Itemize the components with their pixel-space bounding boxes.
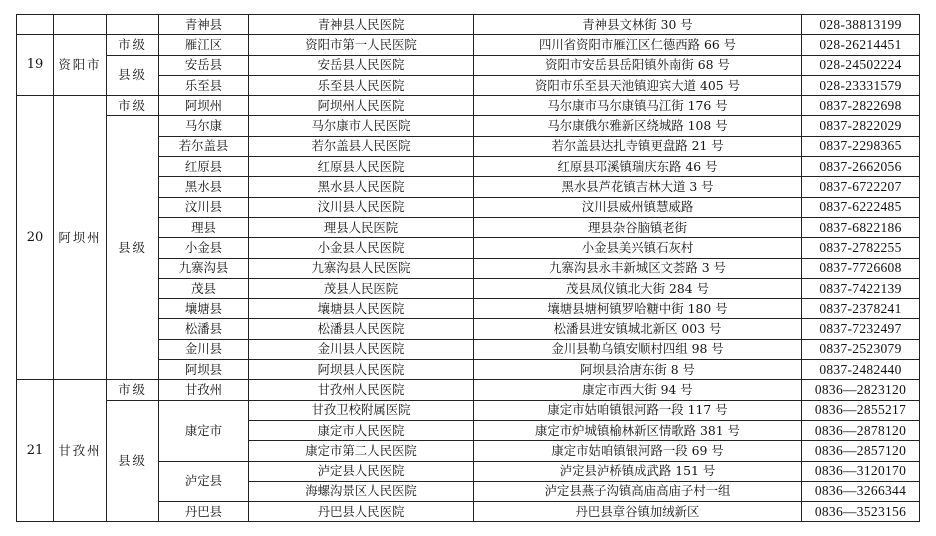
cell-address: 青神县文林街 30 号 [474, 15, 802, 35]
cell-phone: 0837-7726608 [802, 258, 920, 278]
table-row [17, 400, 920, 420]
cell-area: 丹巴县 [159, 502, 249, 522]
cell-area: 茂县 [159, 278, 249, 298]
cell-city: 阿坝州 [54, 96, 107, 380]
cell-hospital: 金川县人民医院 [249, 339, 474, 359]
cell-address: 黑水县芦花镇吉林大道 3 号 [474, 177, 802, 197]
cell-city: 资阳市 [54, 35, 107, 96]
cell-area: 雁江区 [159, 35, 249, 55]
cell-address: 理县杂谷脑镇老街 [474, 217, 802, 237]
cell-address: 红原县邛溪镇瑞庆东路 46 号 [474, 157, 802, 177]
table-row [17, 55, 920, 75]
cell-phone: 0836—2857120 [802, 441, 920, 461]
cell-hospital: 阿坝州人民医院 [249, 96, 474, 116]
cell-num: 19 [17, 35, 54, 96]
cell-area: 马尔康 [159, 116, 249, 136]
cell-area: 安岳县 [159, 55, 249, 75]
cell-phone: 0837-6222485 [802, 197, 920, 217]
cell-hospital: 泸定县人民医院 [249, 461, 474, 481]
cell-hospital: 九寨沟县人民医院 [249, 258, 474, 278]
cell-area: 汶川县 [159, 197, 249, 217]
cell-area: 理县 [159, 217, 249, 237]
cell-hospital: 资阳市第一人民医院 [249, 35, 474, 55]
table-body [17, 15, 920, 522]
cell-phone: 0837-7232497 [802, 319, 920, 339]
cell-area: 小金县 [159, 238, 249, 258]
cell-hospital: 甘孜州人民医院 [249, 380, 474, 400]
cell-phone: 0837-6722207 [802, 177, 920, 197]
cell-level: 县级 [107, 400, 159, 522]
cell-hospital: 小金县人民医院 [249, 238, 474, 258]
cell-phone: 028-38813199 [802, 15, 920, 35]
cell-phone: 0836—2823120 [802, 380, 920, 400]
cell-phone: 0837-2662056 [802, 157, 920, 177]
cell-level: 市级 [107, 96, 159, 116]
cell-area: 乐至县 [159, 75, 249, 95]
cell-hospital: 汶川县人民医院 [249, 197, 474, 217]
cell-phone: 0837-2523079 [802, 339, 920, 359]
table-row [17, 35, 920, 55]
cell-area: 红原县 [159, 157, 249, 177]
cell-hospital: 丹巴县人民医院 [249, 502, 474, 522]
cell-address: 康定市炉城镇榆林新区情歌路 381 号 [474, 420, 802, 440]
cell-address: 九寨沟县永丰新城区文荟路 3 号 [474, 258, 802, 278]
cell-area: 若尔盖县 [159, 136, 249, 156]
table-row [17, 15, 920, 35]
cell-hospital: 青神县人民医院 [249, 15, 474, 35]
cell-area: 九寨沟县 [159, 258, 249, 278]
cell-hospital: 康定市第二人民医院 [249, 441, 474, 461]
hospital-directory-table [16, 14, 920, 522]
cell-hospital: 海螺沟景区人民医院 [249, 481, 474, 501]
cell-level: 市级 [107, 380, 159, 400]
cell-hospital: 甘孜卫校附属医院 [249, 400, 474, 420]
cell-area: 阿坝县 [159, 360, 249, 380]
cell-address: 康定市姑咱镇银河路一段 69 号 [474, 441, 802, 461]
cell-num: 21 [17, 380, 54, 522]
cell-phone: 028-24502224 [802, 55, 920, 75]
table-row [17, 380, 920, 400]
cell-phone: 028-23331579 [802, 75, 920, 95]
cell-address: 资阳市乐至县天池镇迎宾大道 405 号 [474, 75, 802, 95]
cell-level [107, 15, 159, 35]
cell-address: 康定市西大街 94 号 [474, 380, 802, 400]
cell-area: 金川县 [159, 339, 249, 359]
cell-area: 阿坝州 [159, 96, 249, 116]
cell-area: 泸定县 [159, 461, 249, 502]
cell-num [17, 15, 54, 35]
cell-hospital: 阿坝县人民医院 [249, 360, 474, 380]
cell-address: 马尔康市马尔康镇马江街 176 号 [474, 96, 802, 116]
cell-city: 甘孜州 [54, 380, 107, 522]
cell-phone: 0837-2378241 [802, 299, 920, 319]
cell-phone: 0837-7422139 [802, 278, 920, 298]
cell-phone: 0837-6822186 [802, 217, 920, 237]
cell-hospital: 松潘县人民医院 [249, 319, 474, 339]
cell-address: 阿坝县洽唐东街 8 号 [474, 360, 802, 380]
cell-address: 茂县凤仪镇北大街 284 号 [474, 278, 802, 298]
cell-address: 泸定县燕子沟镇高庙高庙子村一组 [474, 481, 802, 501]
cell-level: 市级 [107, 35, 159, 55]
cell-phone: 0836—3523156 [802, 502, 920, 522]
cell-hospital: 理县人民医院 [249, 217, 474, 237]
cell-area: 康定市 [159, 400, 249, 461]
cell-phone: 0837-2822029 [802, 116, 920, 136]
cell-address: 若尔盖县达扎寺镇更盘路 21 号 [474, 136, 802, 156]
cell-address: 康定市姑咱镇银河路一段 117 号 [474, 400, 802, 420]
cell-phone: 0837-2822698 [802, 96, 920, 116]
cell-city [54, 15, 107, 35]
cell-hospital: 乐至县人民医院 [249, 75, 474, 95]
cell-address: 泸定县泸桥镇成武路 151 号 [474, 461, 802, 481]
cell-phone: 0836—3120170 [802, 461, 920, 481]
cell-hospital: 康定市人民医院 [249, 420, 474, 440]
cell-hospital: 红原县人民医院 [249, 157, 474, 177]
cell-phone: 0837-2782255 [802, 238, 920, 258]
cell-level: 县级 [107, 55, 159, 96]
cell-area: 黑水县 [159, 177, 249, 197]
cell-area: 甘孜州 [159, 380, 249, 400]
cell-phone: 0836—2855217 [802, 400, 920, 420]
cell-phone: 0836—3266344 [802, 481, 920, 501]
cell-hospital: 茂县人民医院 [249, 278, 474, 298]
cell-area: 青神县 [159, 15, 249, 35]
cell-address: 丹巴县章谷镇加绒新区 [474, 502, 802, 522]
cell-phone: 0836—2878120 [802, 420, 920, 440]
cell-hospital: 马尔康市人民医院 [249, 116, 474, 136]
cell-address: 壤塘县塘柯镇罗哈糖中街 180 号 [474, 299, 802, 319]
cell-address: 金川县勒乌镇安顺村四组 98 号 [474, 339, 802, 359]
cell-level: 县级 [107, 116, 159, 380]
table-row [17, 116, 920, 136]
cell-address: 马尔康俄尔雅新区绕城路 108 号 [474, 116, 802, 136]
cell-hospital: 壤塘县人民医院 [249, 299, 474, 319]
table-row [17, 96, 920, 116]
cell-phone: 0837-2482440 [802, 360, 920, 380]
cell-address: 四川省资阳市雁江区仁德西路 66 号 [474, 35, 802, 55]
cell-phone: 0837-2298365 [802, 136, 920, 156]
cell-area: 松潘县 [159, 319, 249, 339]
cell-num: 20 [17, 96, 54, 380]
cell-hospital: 若尔盖县人民医院 [249, 136, 474, 156]
cell-address: 汶川县威州镇慧威路 [474, 197, 802, 217]
cell-hospital: 安岳县人民医院 [249, 55, 474, 75]
cell-address: 小金县美兴镇石灰村 [474, 238, 802, 258]
cell-address: 松潘县进安镇城北新区 003 号 [474, 319, 802, 339]
cell-address: 资阳市安岳县岳阳镇外南街 68 号 [474, 55, 802, 75]
cell-hospital: 黑水县人民医院 [249, 177, 474, 197]
cell-phone: 028-26214451 [802, 35, 920, 55]
cell-area: 壤塘县 [159, 299, 249, 319]
